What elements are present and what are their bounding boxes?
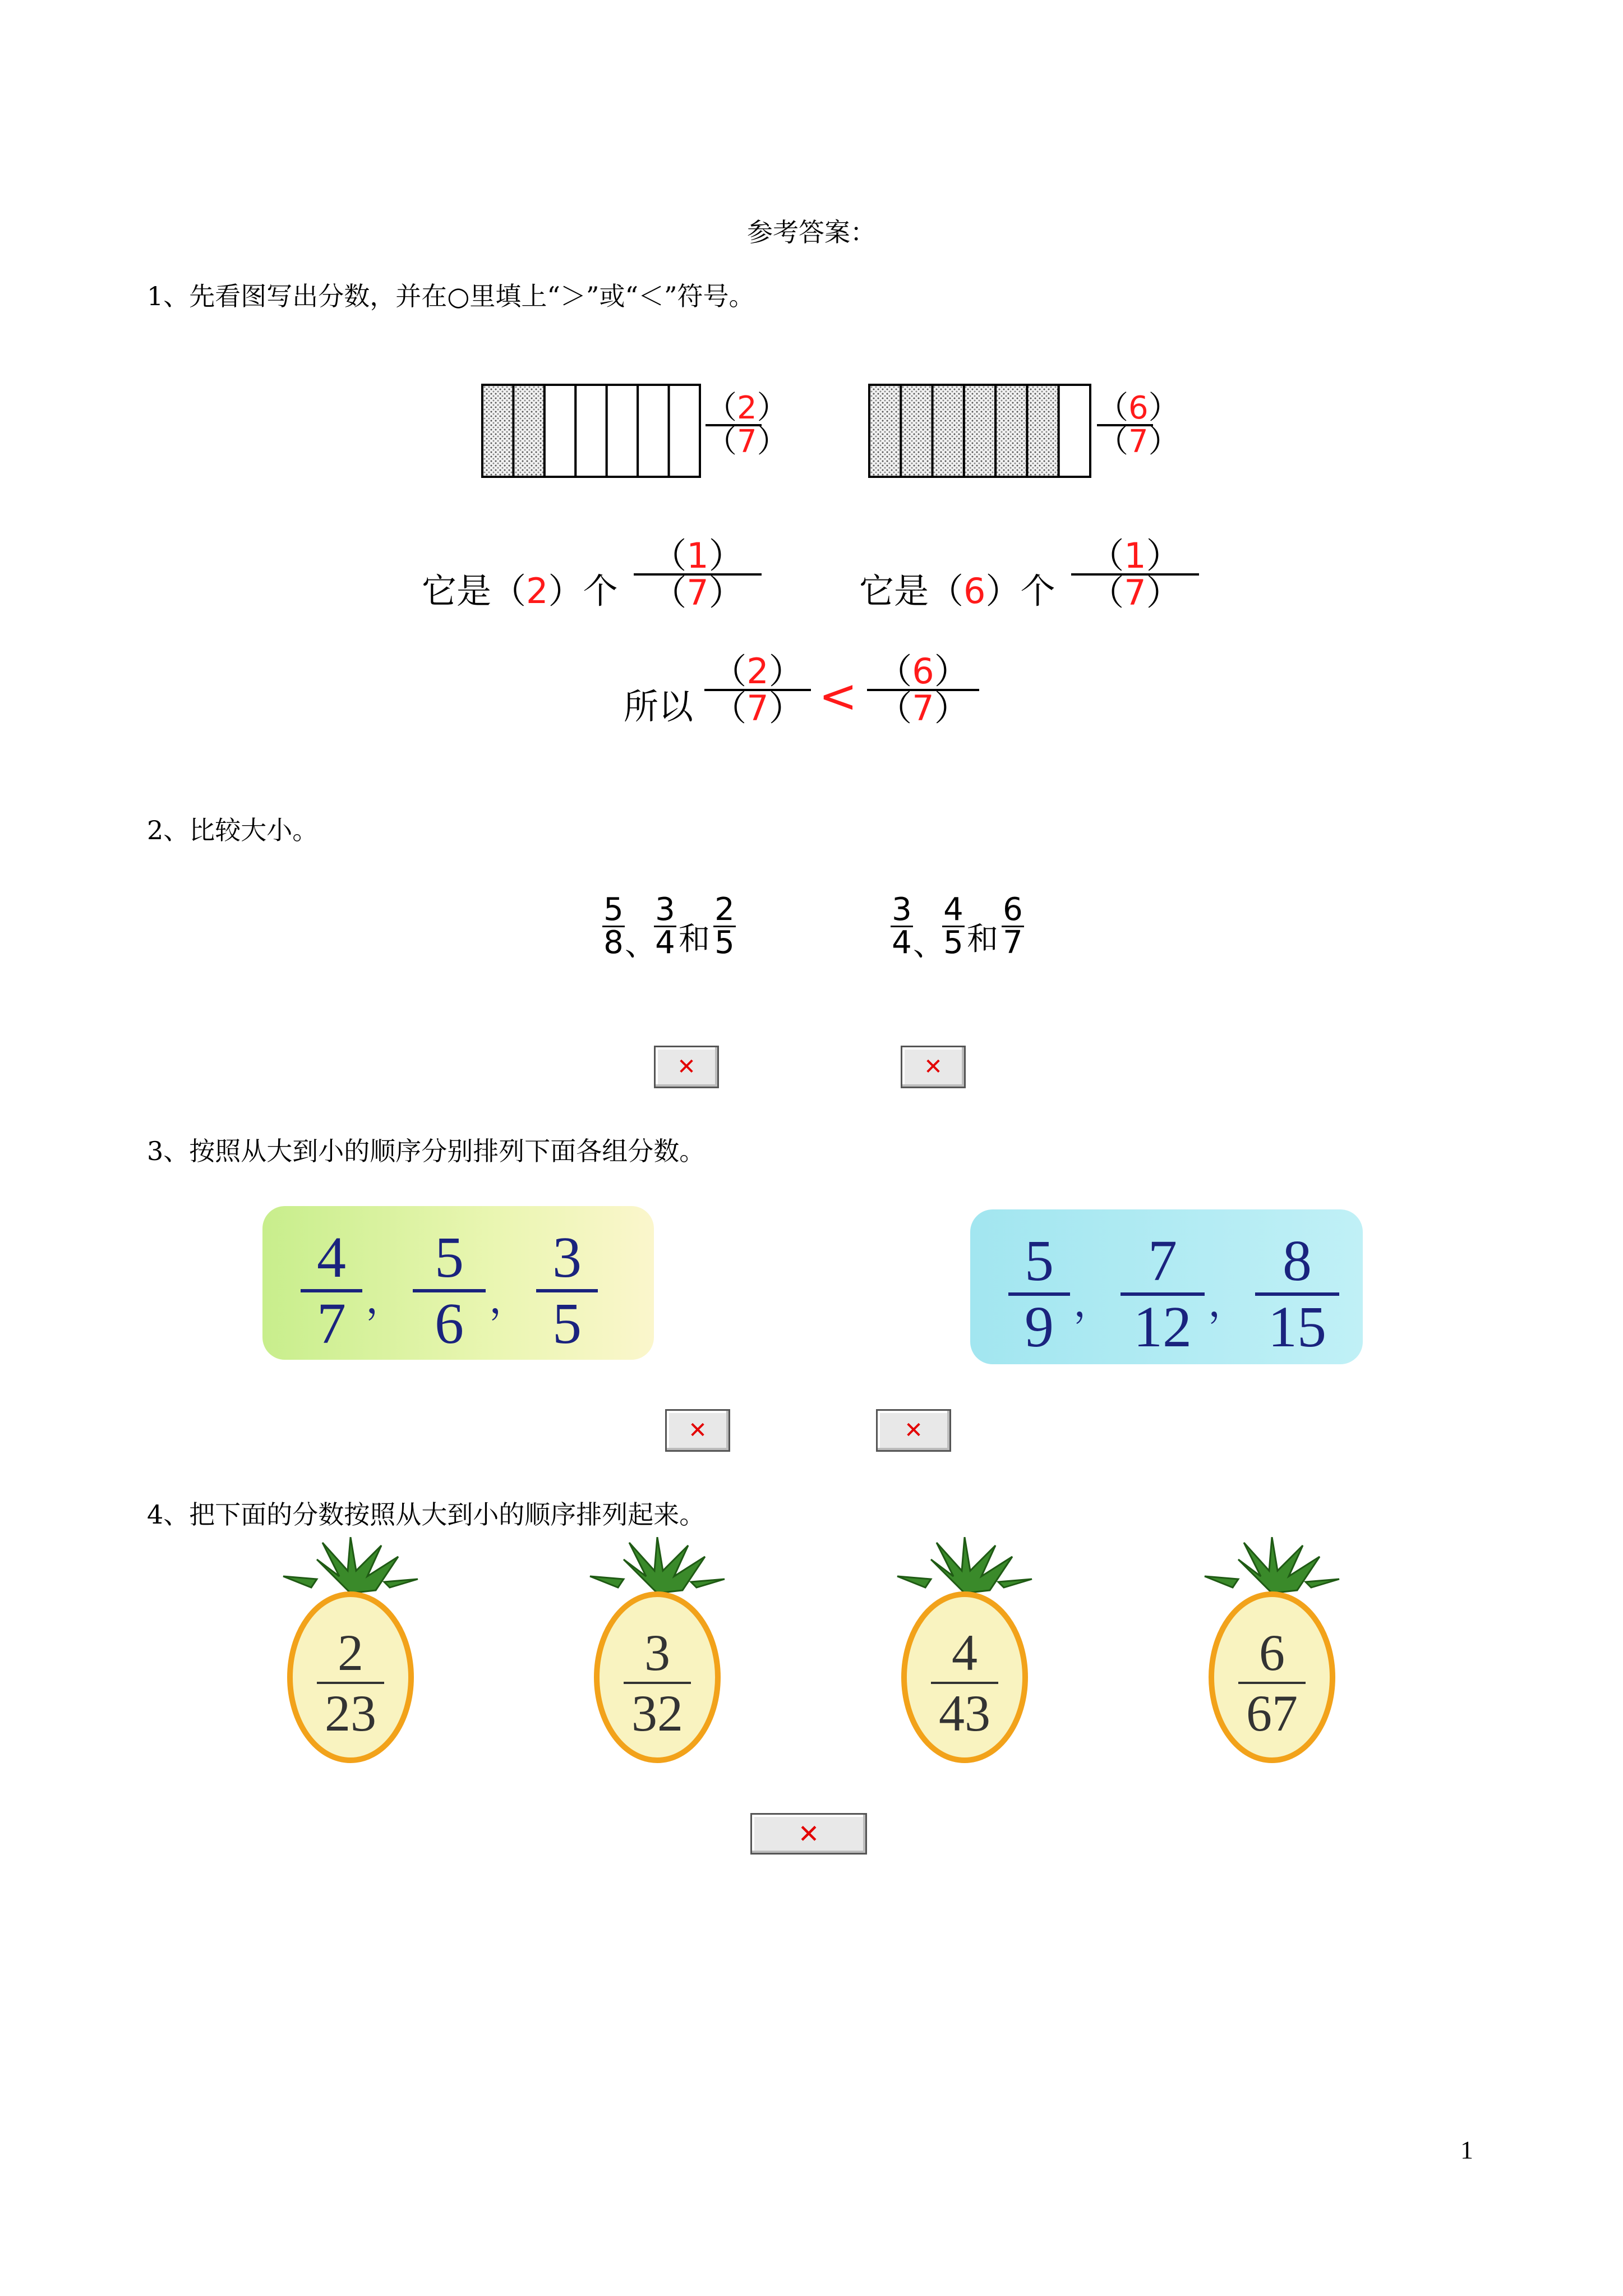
q1-left-unit-fraction: （1） （7）	[634, 539, 762, 610]
shaded-part	[995, 385, 1027, 477]
separator: ，	[1073, 1282, 1113, 1325]
pineapple-card	[1199, 1537, 1345, 1767]
pineapple-card	[278, 1537, 423, 1767]
shaded-part	[513, 385, 544, 477]
q1-right-unit-fraction: （1） （7）	[1071, 539, 1199, 610]
numerator: 5	[435, 1225, 464, 1290]
question-2-heading: 2、比较大小。	[147, 815, 319, 845]
numerator: 4	[317, 1225, 346, 1290]
shaded-part	[964, 385, 995, 477]
denominator: 15	[1268, 1295, 1326, 1359]
q1-compare-sign: <	[819, 670, 857, 723]
fraction	[301, 1225, 362, 1356]
broken-image-icon: ✕	[876, 1409, 951, 1452]
q2-group-2: 3 4 、 4 5 和 6 7	[891, 894, 1036, 990]
numerator: 5	[1025, 1228, 1054, 1293]
page-number: 1	[1460, 2136, 1473, 2164]
pineapple-fraction: 4 43	[931, 1627, 998, 1739]
q3-group-1-card	[262, 1206, 654, 1360]
q3-group-2-card	[970, 1209, 1363, 1364]
question-3-heading: 3、按照从大到小的顺序分别排列下面各组分数。	[147, 1136, 706, 1166]
denominator: 12	[1133, 1295, 1192, 1359]
q1-conclusion-right-fraction: （6） （7）	[867, 654, 979, 726]
q1-conclusion-left-fraction: （2） （7）	[704, 654, 811, 726]
separator: ，	[366, 1278, 405, 1322]
q1-left-fraction: （2） （7）	[706, 390, 789, 460]
broken-image-icon: ✕	[654, 1046, 719, 1088]
unshaded-part	[607, 385, 638, 477]
q1-conclusion-label: 所以	[624, 686, 694, 727]
fraction	[1121, 1228, 1205, 1359]
shaded-part	[482, 385, 513, 477]
unshaded-part	[669, 385, 700, 477]
q1-right-bar-diagram	[868, 384, 1091, 478]
unshaded-part	[1059, 385, 1090, 477]
page-title: 参考答案：	[747, 217, 876, 247]
numerator: 7	[1148, 1228, 1177, 1293]
shaded-part	[901, 385, 932, 477]
pineapple-fraction: 2 23	[317, 1627, 384, 1739]
broken-image-icon: ✕	[750, 1813, 867, 1855]
numerator: 8	[1283, 1228, 1312, 1293]
pineapple-card	[584, 1537, 730, 1767]
unshaded-part	[638, 385, 668, 477]
broken-image-icon: ✕	[665, 1409, 730, 1452]
unshaded-part	[545, 385, 575, 477]
q1-right-fraction: （6） （7）	[1097, 390, 1180, 460]
q1-left-bar-diagram	[481, 384, 701, 478]
q1-left-statement: 它是（2）个	[422, 570, 618, 611]
denominator: 9	[1025, 1295, 1054, 1359]
shaded-part	[933, 385, 964, 477]
numerator: 3	[552, 1225, 582, 1290]
q4-pineapple-row	[0, 1537, 1623, 1773]
pineapple-fraction: 3 32	[624, 1627, 691, 1739]
fraction	[1255, 1228, 1339, 1359]
separator: ，	[1208, 1282, 1247, 1325]
question-4-heading: 4、把下面的分数按照从大到小的顺序排列起来。	[147, 1499, 706, 1530]
q1-right-statement: 它是（6）个	[859, 570, 1055, 611]
pineapple-fraction: 6 67	[1238, 1627, 1306, 1739]
denominator: 7	[317, 1291, 346, 1356]
broken-image-icon: ✕	[901, 1046, 966, 1088]
fraction	[1008, 1228, 1070, 1359]
q2-group-1: 5 8 、 3 4 和 2 5	[602, 894, 748, 990]
shaded-part	[1027, 385, 1058, 477]
separator: ，	[489, 1278, 528, 1322]
question-1-heading: 1、先看图写出分数，并在○里填上“＞”或“＜”符号。	[147, 281, 755, 311]
denominator: 6	[435, 1291, 464, 1356]
shaded-part	[869, 385, 901, 477]
pineapple-card	[892, 1537, 1038, 1767]
fraction	[413, 1225, 486, 1356]
fraction	[536, 1225, 598, 1356]
denominator: 5	[552, 1291, 582, 1356]
unshaded-part	[575, 385, 606, 477]
